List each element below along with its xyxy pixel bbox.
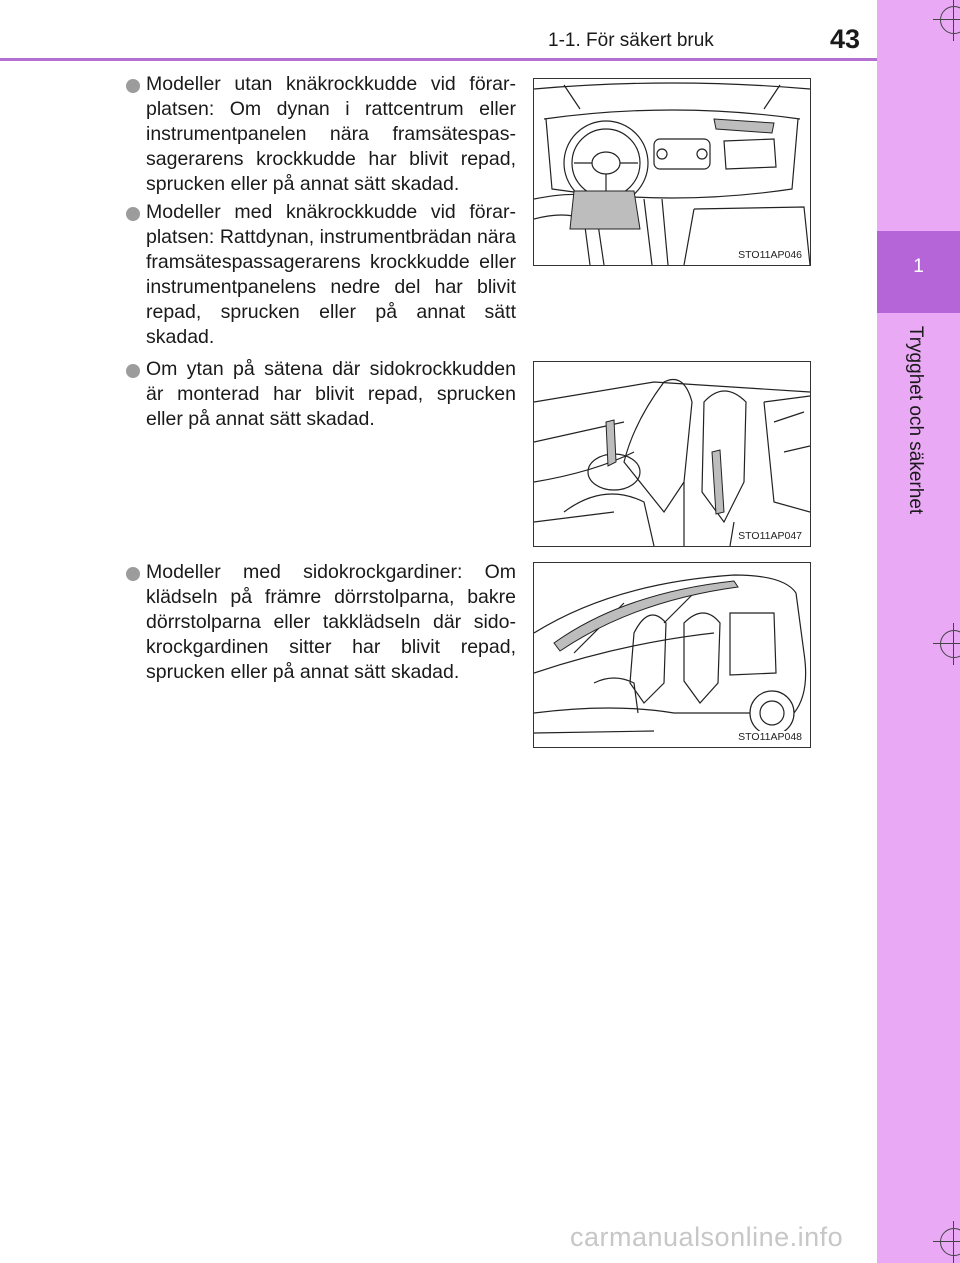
- figure-front-seats: [533, 361, 811, 547]
- chapter-number: 1: [913, 256, 924, 277]
- figure-car-interior: [533, 562, 811, 748]
- list-item: [128, 200, 516, 350]
- front-seats-illustration-icon: [534, 362, 810, 546]
- watermark: carmanualsonline.info: [570, 1222, 844, 1252]
- page-number: 43: [830, 24, 861, 54]
- registration-mark-icon: [940, 6, 960, 34]
- list-item: [128, 72, 516, 197]
- header-rule: [0, 58, 877, 61]
- list-item: [128, 357, 516, 432]
- figure-code: STO11AP048: [738, 731, 802, 743]
- item-text: Om ytan på sätena där sidokrockkudden är monterad har blivit repad, sprucken eller på annat sätt skadad.: [146, 358, 516, 430]
- item-text: Modeller med knäkrockkudde vid förarplatsen: Rattdynan, instrumentbrädan nära framsätespassagerarens krockkudde eller instrumentpanelens nedre del har blivit repad, sprucken eller på annat sätt skadad.: [146, 201, 516, 348]
- registration-mark-icon: [940, 630, 960, 658]
- figure-code: STO11AP046: [738, 249, 802, 261]
- figure-dashboard: [533, 78, 811, 266]
- chapter-title: Trygghet och säkerhet: [905, 325, 926, 515]
- registration-mark-icon: [940, 1228, 960, 1256]
- section-title: 1-1. För säkert bruk: [548, 30, 714, 51]
- item-text: Modeller med sidokrockgardiner: Om klädseln på främre dörrstolparna, bakre dörrstolparna eller takklädseln där sidokrockgardinen sitter har blivit repad, sprucken eller på annat sätt skadad.: [146, 561, 516, 683]
- figure-code: STO11AP047: [738, 530, 802, 542]
- item-text: Modeller utan knäkrockkudde vid förarplatsen: Om dynan i rattcentrum eller instrumentpanelen nära framsätespassagerarens krockkudde har blivit repad, sprucken eller på annat sätt skadad.: [146, 73, 516, 195]
- dashboard-illustration-icon: [534, 79, 810, 265]
- list-item: [128, 560, 516, 685]
- car-interior-side-illustration-icon: [534, 563, 810, 747]
